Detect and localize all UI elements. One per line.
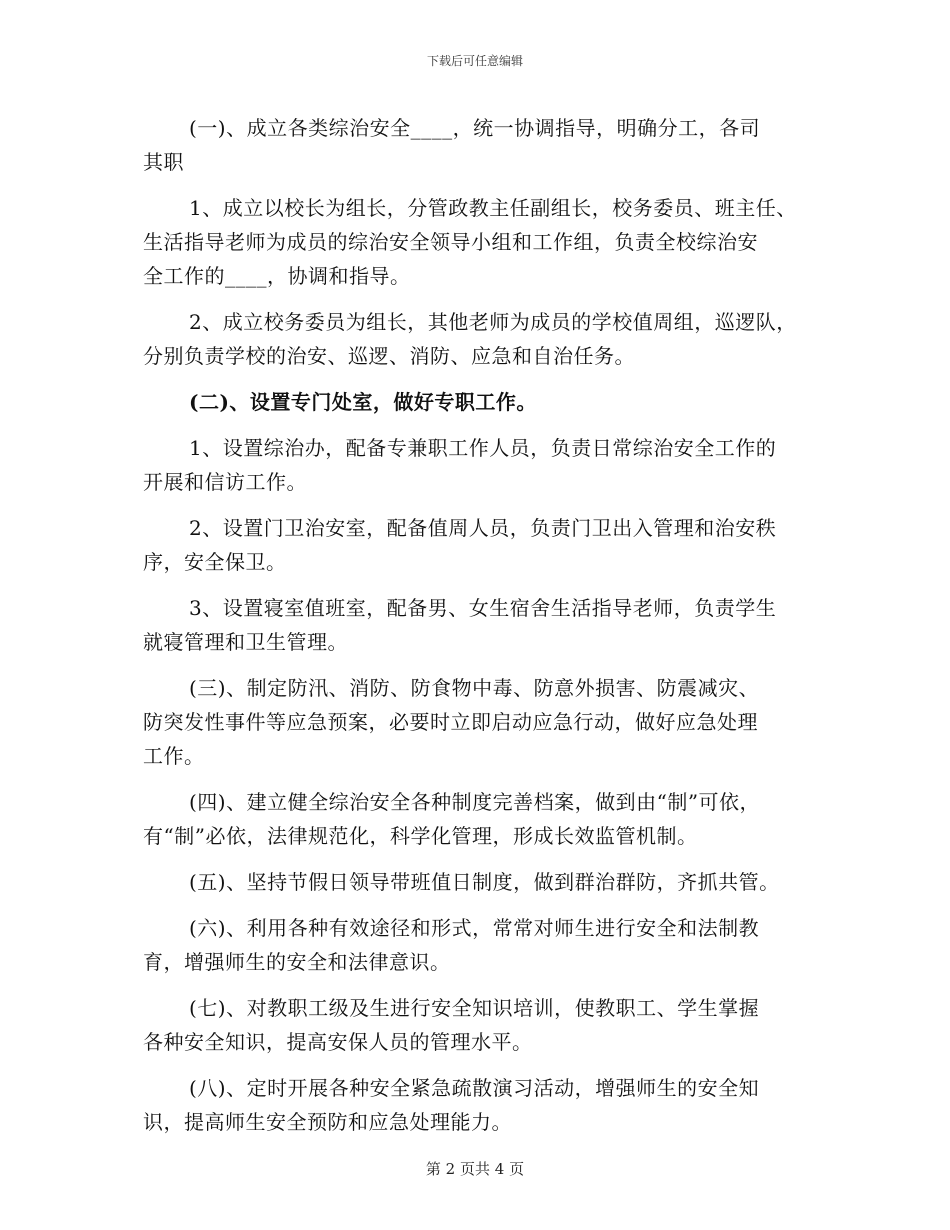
text-line: (二)、设置专门处室，做好专职工作。 — [189, 390, 537, 414]
text-line: 1、设置综治办，配备专兼职工作人员，负责日常综治安全工作的 — [189, 436, 777, 460]
text-line: (五)、坚持节假日领导带班值日制度，做到群治群防，齐抓共管。 — [189, 870, 780, 894]
paragraph — [143, 1071, 823, 1139]
paragraph — [143, 511, 823, 579]
text-line: 2、设置门卫治安室，配备值周人员，负责门卫出入管理和治安秩 — [189, 516, 777, 540]
text-line: (八)、定时开展各种安全紧急疏散演习活动，增强师生的安全知 — [189, 1076, 760, 1100]
text-line: (六)、利用各种有效途径和形式，常常对师生进行安全和法制教 — [189, 916, 760, 940]
text-line: 识，提高师生安全预防和应急处理能力。 — [143, 1110, 512, 1134]
paragraph — [143, 991, 823, 1059]
text-line: 1、成立以校长为组长，分管政教主任副组长，校务委员、班主任、 — [189, 196, 797, 220]
text-line: 育，增强师生的安全和法律意识。 — [143, 950, 451, 974]
page-footer: 第 2 页共 4 页 — [425, 1160, 525, 1178]
paragraph — [143, 591, 823, 659]
paragraph — [143, 865, 823, 899]
text-line: 工作。 — [143, 744, 205, 768]
text-line: 分别负责学校的治安、巡逻、消防、应急和自治任务。 — [143, 344, 635, 368]
document-body — [143, 111, 823, 1151]
paragraph — [143, 911, 823, 979]
text-line: (七)、对教职工级及生进行安全知识培训，使教职工、学生掌握 — [189, 996, 760, 1020]
page-header: 下载后可任意编辑 — [426, 54, 523, 68]
text-line: 序，安全保卫。 — [143, 550, 287, 574]
text-line: 全工作的____，协调和指导。 — [143, 264, 411, 288]
text-line: 2、成立校务委员为组长，其他老师为成员的学校值周组，巡逻队， — [189, 310, 797, 334]
text-line: 生活指导老师为成员的综治安全领导小组和工作组，负责全校综治安 — [143, 230, 758, 254]
text-line: 防突发性事件等应急预案，必要时立即启动应急行动，做好应急处理 — [143, 710, 758, 734]
text-line: 3、设置寝室值班室，配备男、女生宿舍生活指导老师，负责学生 — [189, 596, 777, 620]
paragraph — [143, 671, 823, 773]
text-line: 各种安全知识，提高安保人员的管理水平。 — [143, 1030, 533, 1054]
paragraph — [143, 385, 823, 419]
paragraph — [143, 191, 823, 293]
paragraph — [143, 305, 823, 373]
text-line: 有“制”必依，法律规范化，科学化管理，形成长效监管机制。 — [143, 824, 698, 848]
paragraph — [143, 785, 823, 853]
text-line: (三)、制定防汛、消防、防食物中毒、防意外损害、防震减灾、 — [189, 676, 760, 700]
text-line: (四)、建立健全综治安全各种制度完善档案，做到由“制”可依， — [189, 790, 761, 814]
paragraph — [143, 431, 823, 499]
text-line: 就寝管理和卫生管理。 — [143, 630, 348, 654]
paragraph — [143, 111, 823, 179]
text-line: 其职 — [143, 150, 184, 174]
text-line: (一)、成立各类综治安全____，统一协调指导，明确分工，各司 — [189, 116, 761, 140]
text-line: 开展和信访工作。 — [143, 470, 307, 494]
